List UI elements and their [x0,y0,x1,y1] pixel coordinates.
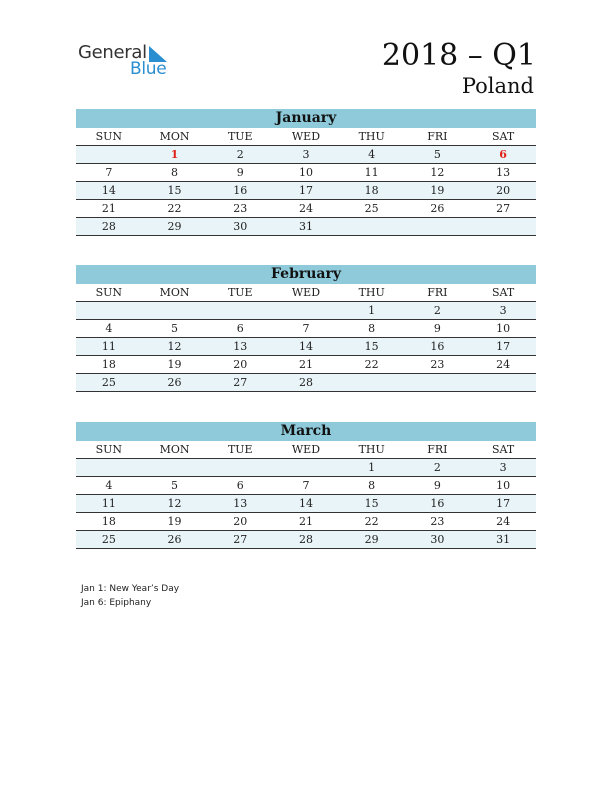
week-row [76,495,536,513]
day-cell: 9 [405,320,471,338]
day-cell: 26 [142,374,208,392]
day-cell: 11 [76,495,142,513]
month-march [76,422,536,549]
day-cell: 5 [142,477,208,495]
week-row [76,531,536,549]
weekday-label: SUN [76,128,142,146]
day-cell: 31 [273,218,339,236]
week-row [76,356,536,374]
day-cell [207,459,273,477]
week-row [76,164,536,182]
day-cell: 16 [405,495,471,513]
month-title: February [76,265,536,284]
day-cell: 8 [339,477,405,495]
week-row [76,218,536,236]
day-cell: 8 [142,164,208,182]
day-cell: 18 [339,182,405,200]
day-cell: 31 [470,531,536,549]
calendar-grid [76,128,536,236]
day-cell: 2 [207,146,273,164]
day-cell: 20 [207,356,273,374]
month-february [76,265,536,392]
day-cell [76,146,142,164]
weekday-label: FRI [405,441,471,459]
day-cell [76,459,142,477]
day-cell: 24 [273,200,339,218]
day-cell: 6 [207,477,273,495]
weekday-label: SAT [470,284,536,302]
day-cell: 2 [405,459,471,477]
day-cell: 20 [470,182,536,200]
day-cell: 22 [142,200,208,218]
day-cell: 17 [470,495,536,513]
day-cell: 3 [273,146,339,164]
generalblue-logo [78,42,188,82]
weekday-label: MON [142,441,208,459]
day-cell: 28 [273,374,339,392]
day-cell [470,218,536,236]
day-cell: 14 [76,182,142,200]
holiday-note: Jan 1: New Year’s Day [81,584,180,594]
day-cell: 13 [207,338,273,356]
day-cell: 5 [405,146,471,164]
holiday-notes [81,582,179,610]
weekday-label: TUE [207,284,273,302]
day-cell: 2 [405,302,471,320]
day-cell [405,374,471,392]
week-row [76,459,536,477]
weekday-label: FRI [405,284,471,302]
month-title: January [76,109,536,128]
day-cell: 22 [339,513,405,531]
day-cell: 1 [339,302,405,320]
day-cell: 23 [405,356,471,374]
day-cell: 26 [142,531,208,549]
day-cell: 15 [339,495,405,513]
weekday-header-row [76,128,536,146]
page-title: 2018 – Q1 [381,38,536,73]
week-row [76,513,536,531]
holiday-note: Jan 6: Epiphany [81,598,152,608]
day-cell: 28 [273,531,339,549]
day-cell: 13 [207,495,273,513]
day-cell [142,302,208,320]
day-cell: 23 [405,513,471,531]
day-cell: 16 [207,182,273,200]
day-cell: 6 [470,146,536,164]
day-cell: 4 [76,477,142,495]
day-cell: 20 [207,513,273,531]
day-cell: 12 [142,495,208,513]
day-cell: 30 [405,531,471,549]
weekday-label: SUN [76,284,142,302]
weekday-label: TUE [207,441,273,459]
week-row [76,477,536,495]
day-cell: 13 [470,164,536,182]
week-row [76,374,536,392]
weekday-header-row [76,284,536,302]
day-cell: 19 [142,356,208,374]
weekday-label: THU [339,441,405,459]
day-cell: 24 [470,356,536,374]
weekday-label: SUN [76,441,142,459]
day-cell: 27 [470,200,536,218]
day-cell: 19 [142,513,208,531]
day-cell: 25 [76,531,142,549]
day-cell: 23 [207,200,273,218]
day-cell: 26 [405,200,471,218]
day-cell: 7 [76,164,142,182]
day-cell: 24 [470,513,536,531]
day-cell: 5 [142,320,208,338]
day-cell: 19 [405,182,471,200]
calendar-grid [76,284,536,392]
day-cell: 11 [76,338,142,356]
day-cell [142,459,208,477]
day-cell: 3 [470,302,536,320]
day-cell: 7 [273,477,339,495]
day-cell [273,459,339,477]
day-cell [339,374,405,392]
day-cell: 1 [142,146,208,164]
weekday-label: MON [142,128,208,146]
day-cell: 27 [207,531,273,549]
logo-text-general: General [78,42,147,63]
day-cell [207,302,273,320]
day-cell [339,218,405,236]
day-cell: 22 [339,356,405,374]
day-cell: 18 [76,513,142,531]
day-cell: 1 [339,459,405,477]
day-cell: 9 [207,164,273,182]
day-cell: 25 [76,374,142,392]
day-cell [273,302,339,320]
week-row [76,320,536,338]
day-cell: 30 [207,218,273,236]
weekday-label: MON [142,284,208,302]
day-cell: 9 [405,477,471,495]
week-row [76,200,536,218]
weekday-label: TUE [207,128,273,146]
day-cell: 14 [273,338,339,356]
day-cell: 15 [339,338,405,356]
day-cell [76,302,142,320]
week-row [76,146,536,164]
day-cell: 7 [273,320,339,338]
day-cell: 11 [339,164,405,182]
day-cell: 15 [142,182,208,200]
day-cell: 14 [273,495,339,513]
day-cell: 4 [339,146,405,164]
day-cell: 21 [273,513,339,531]
day-cell: 27 [207,374,273,392]
weekday-label: SAT [470,128,536,146]
week-row [76,182,536,200]
day-cell: 10 [273,164,339,182]
weekday-header-row [76,441,536,459]
country-name: Poland [461,74,534,98]
day-cell [470,374,536,392]
weekday-label: THU [339,128,405,146]
weekday-label: WED [273,284,339,302]
day-cell: 25 [339,200,405,218]
day-cell: 18 [76,356,142,374]
calendar-grid [76,441,536,549]
month-title: March [76,422,536,441]
day-cell: 10 [470,477,536,495]
day-cell: 29 [339,531,405,549]
day-cell: 6 [207,320,273,338]
weekday-label: THU [339,284,405,302]
week-row [76,338,536,356]
day-cell: 16 [405,338,471,356]
day-cell: 17 [273,182,339,200]
day-cell: 3 [470,459,536,477]
day-cell: 12 [142,338,208,356]
day-cell: 28 [76,218,142,236]
month-january [76,109,536,236]
day-cell: 17 [470,338,536,356]
logo-text-blue: Blue [130,59,167,79]
day-cell [405,218,471,236]
day-cell: 10 [470,320,536,338]
day-cell: 4 [76,320,142,338]
day-cell: 21 [76,200,142,218]
day-cell: 8 [339,320,405,338]
weekday-label: SAT [470,441,536,459]
day-cell: 29 [142,218,208,236]
week-row [76,302,536,320]
weekday-label: WED [273,441,339,459]
weekday-label: WED [273,128,339,146]
day-cell: 21 [273,356,339,374]
weekday-label: FRI [405,128,471,146]
day-cell: 12 [405,164,471,182]
